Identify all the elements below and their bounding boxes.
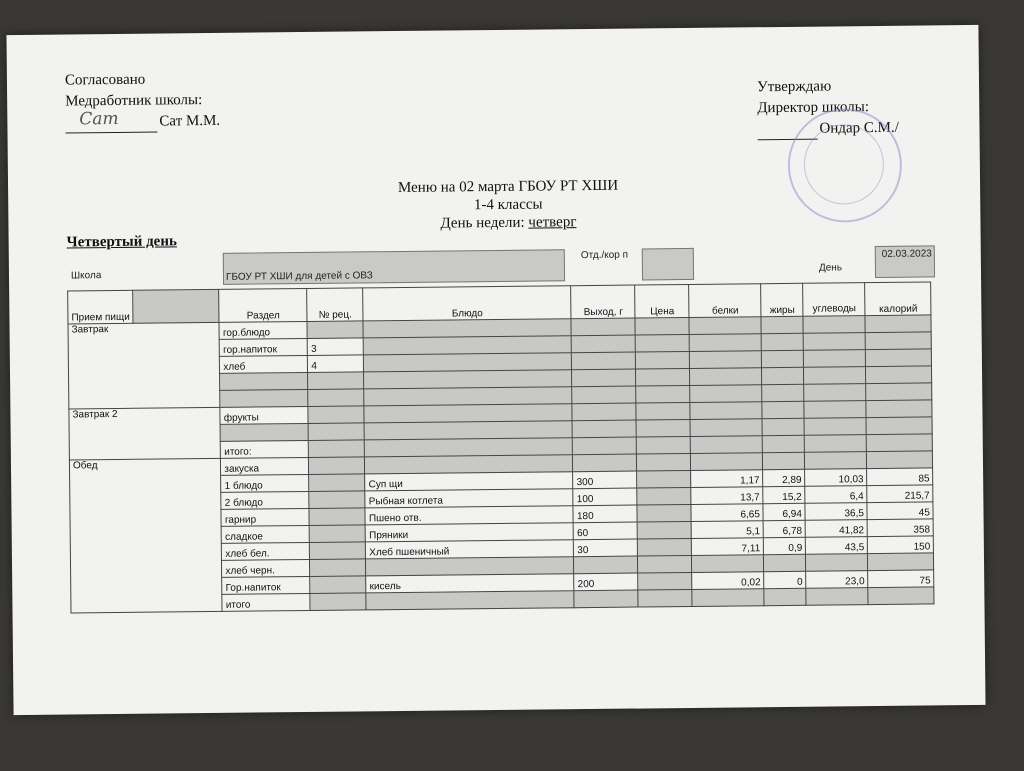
cell-protein [690,334,762,352]
cell-recipe-number [307,321,363,339]
cell-output [572,369,636,387]
medic-signature: Сат [79,108,119,130]
cell-dish: Суп щи [365,472,573,491]
cell-calories [867,434,933,452]
cell-recipe-number: 4 [308,355,364,373]
cell-output: 180 [573,505,637,523]
cell-output: 30 [574,539,638,557]
cell-output [573,454,637,472]
cell-fat: 0,9 [764,537,806,554]
director-label: Директор школы: [757,99,870,117]
meal-name: Завтрак [68,322,220,409]
cell-carbs [804,367,866,385]
cell-output [573,437,637,455]
header-price: Цена [635,284,689,318]
cell-dish: Пшено отв. [365,506,573,525]
cell-calories: 150 [868,536,934,554]
cell-output [574,590,638,608]
cell-fat [763,435,805,452]
cell-output [572,386,636,404]
cell-protein [690,385,762,403]
cell-carbs [805,435,867,453]
cell-recipe-number [309,508,365,526]
cell-carbs [806,588,868,606]
cell-calories: 75 [868,570,934,588]
cell-section: 2 блюдо [221,491,309,509]
cell-recipe-number [309,440,365,458]
cell-price [637,487,691,505]
cell-section: гор.напиток [220,338,308,356]
cell-protein: 0,02 [692,572,764,590]
header-protein: белки [689,284,761,318]
cell-output: 200 [574,573,638,591]
cell-output [572,335,636,353]
cell-dish [366,557,574,576]
cell-calories [868,553,934,571]
cell-fat: 15,2 [763,486,805,503]
cell-calories [865,315,931,333]
cell-carbs [805,452,867,470]
cell-price [636,334,690,352]
day-label: День [818,262,843,274]
cell-protein [690,402,762,420]
document-title [8,173,1009,237]
title-line-1: Меню на 02 марта ГБОУ РТ ХШИ [397,177,619,197]
medic-label: Медработник школы: [65,92,203,110]
cell-fat [762,367,804,384]
table-body [68,315,934,613]
cell-calories [866,349,932,367]
cell-dish: кисель [366,574,574,593]
cell-recipe-number [310,542,366,560]
cell-carbs [804,384,866,402]
cell-fat [764,588,806,605]
cell-section: сладкое [221,525,309,543]
cell-price [637,504,691,522]
cell-fat: 6,94 [763,503,805,520]
cell-output [574,556,638,574]
header-calories: калорий [865,282,931,316]
cell-dish [364,370,572,389]
cell-recipe-number: 3 [308,338,364,356]
cell-dish [366,591,574,610]
menu-table [67,281,935,613]
cell-section: закуска [221,457,309,475]
cell-fat [762,350,804,367]
cell-protein [690,419,762,437]
cell-carbs: 41,82 [805,520,867,538]
header-carbs: углеводы [803,283,865,317]
cell-dish: Хлеб пшеничный [366,540,574,559]
cell-price [638,572,692,590]
cell-section: хлеб [220,355,308,373]
title-line-2: 1-4 классы [473,196,543,214]
cell-fat [762,418,804,435]
day-number-label: Четвертый день [66,233,177,251]
header-output: Выход, г [571,285,635,319]
cell-carbs: 10,03 [805,469,867,487]
cell-fat [762,401,804,418]
cell-fat [762,333,804,350]
cell-protein [691,453,763,471]
cell-price [636,385,690,403]
cell-recipe-number [309,491,365,509]
cell-protein [689,317,761,335]
cell-fat: 6,78 [763,520,805,537]
cell-dish [364,404,572,423]
cell-section: хлеб бел. [222,542,310,560]
cell-price [636,368,690,386]
cell-calories [866,332,932,350]
header-blank [133,289,219,323]
cell-recipe-number [310,559,366,577]
cell-fat: 0 [764,571,806,588]
cell-recipe-number [309,457,365,475]
meal-name: Завтрак 2 [69,407,221,460]
cell-price [637,436,691,454]
cell-output: 60 [573,522,637,540]
cell-carbs [806,554,868,572]
cell-price [636,419,690,437]
header-meal: Прием пищи [68,290,134,324]
medic-name: Сат М.М. [159,112,221,130]
cell-output [571,318,635,336]
cell-section: итого [222,593,310,611]
cell-calories [868,587,934,605]
header-section: Раздел [219,288,307,322]
cell-recipe-number [309,525,365,543]
header-recipe: № рец. [307,288,363,322]
weekday-value: четверг [528,214,577,231]
cell-dish [363,319,571,338]
cell-price [635,317,689,335]
menu-document [6,25,985,715]
director-name: Ондар С.М./ [819,119,899,137]
cell-carbs: 23,0 [806,571,868,589]
school-name: ГБОУ РТ ХШИ для детей с ОВЗ [225,270,373,283]
cell-output [572,352,636,370]
meal-name: Обед [69,458,222,613]
cell-recipe-number [308,423,364,441]
cell-output [572,420,636,438]
cell-section [220,372,308,390]
cell-fat [763,452,805,469]
approval-left-title: Согласовано [64,71,146,89]
cell-recipe-number [310,576,366,594]
cell-carbs [804,350,866,368]
date-cell [875,245,935,278]
cell-price [638,538,692,556]
approval-right-title: Утверждаю [756,78,832,96]
cell-price [637,470,691,488]
cell-section: 1 блюдо [221,474,309,492]
cell-carbs [804,333,866,351]
header-dish: Блюдо [363,286,571,321]
medic-signature-line [65,108,221,134]
cell-recipe-number [308,389,364,407]
cell-protein: 1,17 [691,470,763,488]
cell-carbs: 6,4 [805,486,867,504]
cell-output: 300 [573,471,637,489]
cell-recipe-number [308,372,364,390]
cell-section: хлеб черн. [222,559,310,577]
cell-dish [364,336,572,355]
cell-carbs [803,316,865,334]
cell-section: итого: [221,440,309,458]
cell-price [637,453,691,471]
cell-protein: 6,65 [691,504,763,522]
cell-dish [364,421,572,440]
school-name-cell [223,249,565,285]
cell-calories [866,383,932,401]
cell-protein [690,351,762,369]
cell-price [636,351,690,369]
cell-section [220,423,308,441]
cell-fat: 2,89 [763,469,805,486]
weekday-label: День недели: [440,214,529,232]
school-label: Школа [70,270,102,282]
cell-price [638,555,692,573]
cell-output [572,403,636,421]
cell-dish [364,387,572,406]
cell-calories: 215,7 [867,485,933,503]
cell-fat [762,384,804,401]
header-fat: жиры [761,283,803,316]
cell-protein [692,589,764,607]
cell-fat [764,554,806,571]
cell-calories [866,366,932,384]
cell-calories [866,417,932,435]
cell-dish: Пряники [365,523,573,542]
cell-calories [867,451,933,469]
date-value: 02.03.2023 [881,248,932,260]
dept-cell [642,248,694,281]
cell-protein [690,368,762,386]
cell-carbs [804,418,866,436]
cell-protein: 5,1 [691,521,763,539]
cell-calories: 45 [867,502,933,520]
cell-dish [365,455,573,474]
cell-protein: 13,7 [691,487,763,505]
cell-section [220,389,308,407]
cell-calories: 358 [867,519,933,537]
cell-protein: 7,11 [692,538,764,556]
cell-fat [761,316,803,333]
cell-calories [866,400,932,418]
cell-protein [691,436,763,454]
cell-carbs [804,401,866,419]
cell-carbs: 43,5 [806,537,868,555]
cell-calories: 85 [867,468,933,486]
cell-dish [364,353,572,372]
school-info-row [67,245,942,286]
cell-carbs: 36,5 [805,503,867,521]
cell-recipe-number [308,406,364,424]
cell-dish [365,438,573,457]
cell-price [636,402,690,420]
cell-output: 100 [573,488,637,506]
cell-section: фрукты [220,406,308,424]
cell-section: Гор.напиток [222,576,310,594]
cell-price [637,521,691,539]
cell-recipe-number [309,474,365,492]
dept-label: Отд./кор п [580,249,629,262]
cell-protein [692,555,764,573]
cell-recipe-number [310,593,366,611]
cell-section: гор.блюдо [219,321,307,339]
cell-dish: Рыбная котлета [365,489,573,508]
cell-section: гарнир [221,508,309,526]
cell-price [638,589,692,607]
approval-left [65,69,220,134]
